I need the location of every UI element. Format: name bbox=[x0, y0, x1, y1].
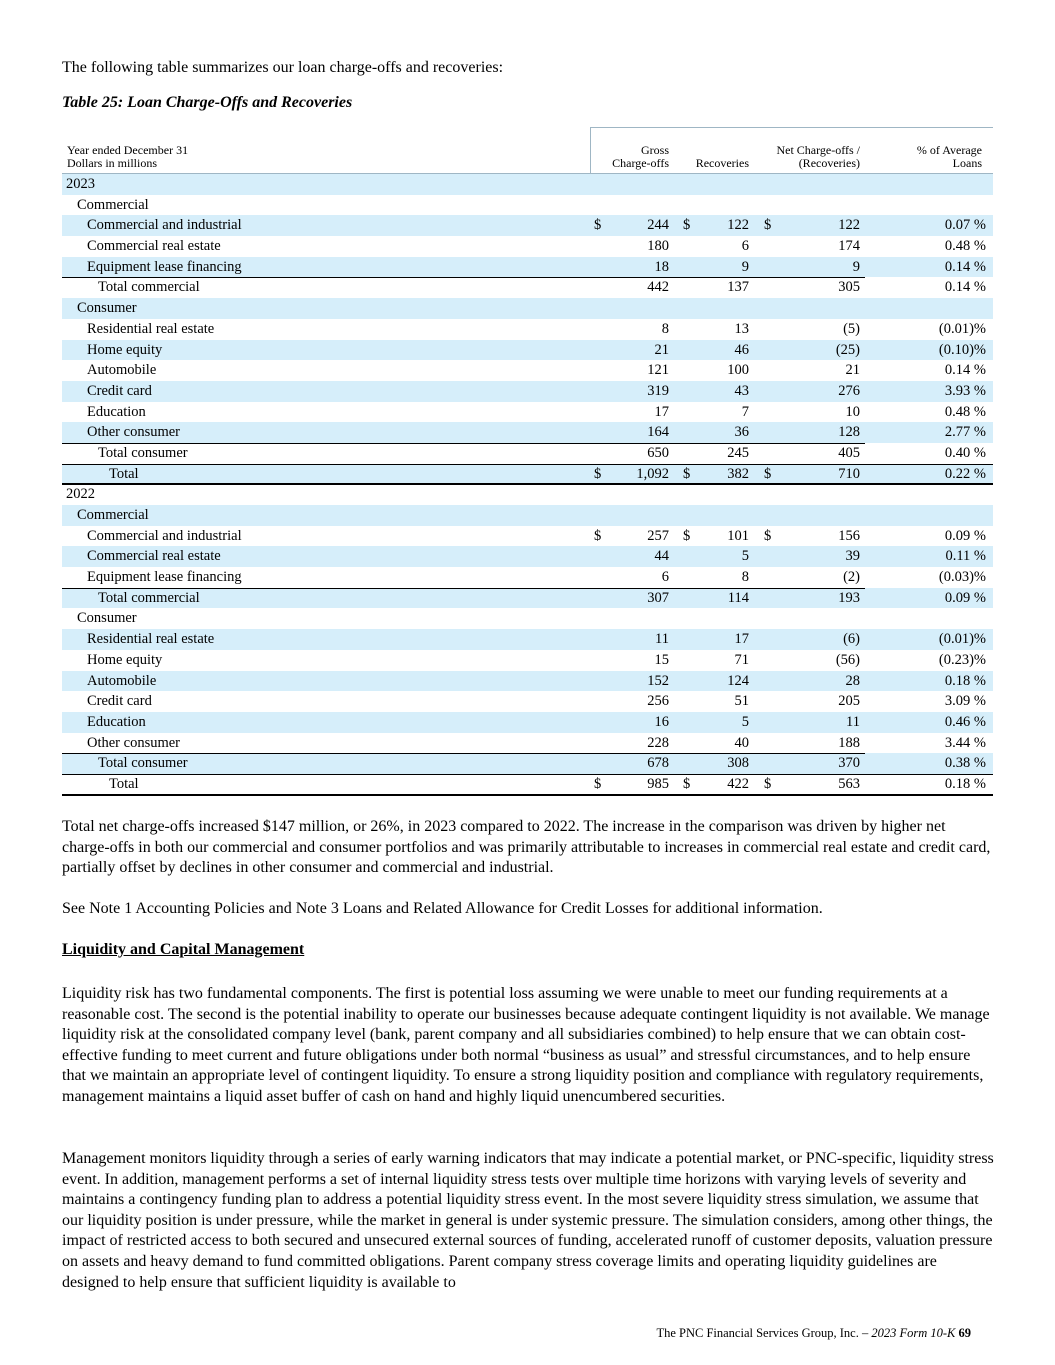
currency-symbol: $ bbox=[683, 465, 691, 482]
recoveries-value: 5 bbox=[741, 713, 749, 730]
header-top-rule bbox=[590, 127, 993, 128]
net-value: 370 bbox=[838, 755, 860, 772]
intro-text: The following table summarizes our loan charge-offs and recoveries: bbox=[62, 59, 504, 76]
table-row bbox=[62, 505, 993, 526]
paragraph-liquidity-risk: Liquidity risk has two fundamental components. The first is potential loss assuming we were unable to meet our funding requirements at a reasonable cost. The second is the potential inability to operate our businesses because adequate contingent liquidity is not available. We manage liquidity risk at the consolidated company level (bank, parent company and all subsidiaries combined) to help ensure that we can obtain cost-effective funding to meet current and future obligations under both normal “business as usual” and stressful circumstances, and to help ensure that we maintain an appropriate level of contingent liquidity. To ensure a strong liquidity position and compliance with regulatory requirements, management maintains a liquid asset buffer of cash on hand and highly liquid unencumbered securities. bbox=[62, 985, 990, 1105]
gross-value: 180 bbox=[647, 238, 669, 255]
pct-value: 0.48 % bbox=[944, 403, 986, 420]
row-label: Total commercial bbox=[98, 589, 200, 606]
pct-value: 0.48 % bbox=[944, 238, 986, 255]
pct-value: 0.18 % bbox=[944, 672, 986, 689]
pct-value: 3.44 % bbox=[944, 734, 986, 751]
header-pct: % of Average Loans bbox=[916, 143, 982, 170]
recoveries-value: 114 bbox=[727, 589, 749, 606]
net-value: 188 bbox=[838, 734, 860, 751]
pct-value: (0.10)% bbox=[938, 341, 986, 358]
table-row bbox=[62, 671, 993, 692]
table-row bbox=[62, 402, 993, 423]
table-row bbox=[62, 588, 993, 609]
recoveries-value: 8 bbox=[741, 569, 749, 586]
pct-value: 0.07 % bbox=[944, 217, 986, 234]
net-value: 122 bbox=[838, 217, 860, 234]
recoveries-value: 100 bbox=[727, 362, 749, 379]
recoveries-value: 17 bbox=[734, 631, 749, 648]
net-value: (6) bbox=[843, 631, 860, 648]
recoveries-value: 308 bbox=[727, 755, 749, 772]
gross-value: 442 bbox=[647, 279, 669, 296]
recoveries-value: 101 bbox=[727, 527, 749, 544]
gross-value: 164 bbox=[647, 424, 669, 441]
gross-value: 257 bbox=[647, 527, 669, 544]
row-label: Equipment lease financing bbox=[87, 258, 242, 275]
row-label: Education bbox=[87, 403, 146, 420]
currency-symbol: $ bbox=[764, 465, 772, 482]
row-label: Total consumer bbox=[98, 755, 188, 772]
gross-value: 228 bbox=[647, 734, 669, 751]
total-bottom-rule bbox=[62, 794, 993, 796]
currency-symbol: $ bbox=[683, 775, 691, 792]
subtotal-rule bbox=[62, 753, 865, 754]
row-label: Home equity bbox=[87, 341, 163, 358]
recoveries-value: 124 bbox=[727, 672, 749, 689]
recoveries-value: 40 bbox=[734, 734, 749, 751]
table-row bbox=[62, 546, 993, 567]
recoveries-value: 7 bbox=[741, 403, 749, 420]
row-label: Automobile bbox=[87, 672, 157, 689]
net-value: (25) bbox=[835, 341, 860, 358]
gross-value: 11 bbox=[655, 631, 669, 648]
net-value: 28 bbox=[845, 672, 860, 689]
row-label: Other consumer bbox=[87, 734, 181, 751]
currency-symbol: $ bbox=[594, 775, 602, 792]
paragraph-liquidity-monitoring: Management monitors liquidity through a series of early warning indicators that may indicate a potential market, or PNC-specific, liquidity stress event. In addition, management performs a set of internal liquidity stress tests over multiple time horizons with varying levels of severity and maintains a contingency funding plan to address a potential liquidity stress event. In the most severe liquidity stress simulation, we assume that our liquidity position is under pressure, while the market in general is under systemic pressure. The simulation considers, among other things, the impact of restricted access to both secured and unsecured external sources of funding, accelerated runoff of customer deposits, valuation pressure on assets and heavy demand to fund committed obligations. Parent company stress coverage limits and operating liquidity guidelines are designed to help ensure that sufficient liquidity is available to bbox=[62, 1150, 994, 1291]
net-value: (5) bbox=[843, 320, 860, 337]
net-value: 193 bbox=[838, 589, 860, 606]
row-label: Residential real estate bbox=[87, 631, 215, 648]
total-top-rule bbox=[62, 774, 993, 775]
row-label: Home equity bbox=[87, 651, 163, 668]
table-row bbox=[62, 629, 993, 650]
gross-value: 44 bbox=[654, 548, 669, 565]
recoveries-value: 36 bbox=[734, 424, 749, 441]
recoveries-value: 5 bbox=[741, 548, 749, 565]
net-value: (2) bbox=[843, 569, 860, 586]
table-title: Table 25: Loan Charge-Offs and Recoveries bbox=[62, 94, 353, 111]
gross-value: 18 bbox=[654, 258, 669, 275]
table-row bbox=[62, 650, 993, 671]
currency-symbol: $ bbox=[683, 527, 691, 544]
gross-value: 985 bbox=[647, 775, 669, 792]
footer-form: 2023 Form 10-K bbox=[871, 1326, 956, 1340]
row-label: Education bbox=[87, 713, 146, 730]
recoveries-value: 71 bbox=[734, 651, 749, 668]
table-row bbox=[62, 691, 993, 712]
gross-value: 152 bbox=[647, 672, 669, 689]
table-row bbox=[62, 443, 993, 464]
currency-symbol: $ bbox=[594, 465, 602, 482]
currency-symbol: $ bbox=[683, 217, 691, 234]
pct-value: 2.77 % bbox=[944, 424, 986, 441]
net-value: 405 bbox=[838, 444, 860, 461]
table-row bbox=[62, 753, 993, 774]
recoveries-value: 46 bbox=[734, 341, 749, 358]
pct-value: 3.93 % bbox=[944, 382, 986, 399]
table-row bbox=[62, 340, 993, 361]
net-value: 174 bbox=[838, 238, 860, 255]
table-row bbox=[62, 567, 993, 588]
pct-value: 0.14 % bbox=[944, 279, 986, 296]
net-value: 156 bbox=[838, 527, 860, 544]
table-header bbox=[62, 127, 993, 174]
header-gross: Gross Charge-offs bbox=[612, 143, 669, 170]
gross-value: 256 bbox=[647, 693, 669, 710]
row-label: Total commercial bbox=[98, 279, 200, 296]
gross-value: 15 bbox=[654, 651, 669, 668]
table-row bbox=[62, 298, 993, 319]
pct-value: (0.23)% bbox=[938, 651, 986, 668]
table-row bbox=[62, 319, 993, 340]
gross-value: 307 bbox=[647, 589, 669, 606]
net-value: 10 bbox=[845, 403, 860, 420]
subtotal-rule bbox=[62, 443, 865, 444]
net-value: 276 bbox=[838, 382, 860, 399]
net-value: 563 bbox=[838, 775, 860, 792]
pct-value: 0.09 % bbox=[944, 589, 986, 606]
pct-value: (0.03)% bbox=[938, 569, 986, 586]
table-row bbox=[62, 526, 993, 547]
net-value: 128 bbox=[838, 424, 860, 441]
row-label: Other consumer bbox=[87, 424, 181, 441]
row-label: Equipment lease financing bbox=[87, 569, 242, 586]
pct-value: 0.38 % bbox=[944, 755, 986, 772]
table-row bbox=[62, 257, 993, 278]
row-label: Residential real estate bbox=[87, 320, 215, 337]
table-row bbox=[62, 381, 993, 402]
row-label: Consumer bbox=[77, 300, 137, 317]
gross-value: 6 bbox=[661, 569, 669, 586]
section-heading: Liquidity and Capital Management bbox=[62, 941, 305, 958]
pct-value: 0.11 % bbox=[945, 548, 986, 565]
pct-value: 0.46 % bbox=[944, 713, 986, 730]
total-top-rule bbox=[62, 464, 993, 465]
pct-value: 0.14 % bbox=[944, 258, 986, 275]
currency-symbol: $ bbox=[594, 527, 602, 544]
table-row bbox=[62, 484, 993, 505]
row-label: Commercial real estate bbox=[87, 548, 221, 565]
gross-value: 21 bbox=[654, 341, 669, 358]
table-row bbox=[62, 236, 993, 257]
gross-value: 8 bbox=[661, 320, 669, 337]
table-row bbox=[62, 712, 993, 733]
table-row bbox=[62, 195, 993, 216]
row-label: Total consumer bbox=[98, 444, 188, 461]
table-row bbox=[62, 774, 993, 795]
page-number: 69 bbox=[958, 1326, 971, 1340]
recoveries-value: 6 bbox=[741, 238, 749, 255]
table-row bbox=[62, 215, 993, 236]
net-value: 305 bbox=[838, 279, 860, 296]
header-period: Year ended December 31 Dollars in millions bbox=[67, 143, 189, 170]
table-row bbox=[62, 608, 993, 629]
charge-offs-table bbox=[62, 127, 993, 795]
recoveries-value: 245 bbox=[727, 444, 749, 461]
recoveries-value: 382 bbox=[727, 465, 749, 482]
row-label: Commercial real estate bbox=[87, 238, 221, 255]
pct-value: (0.01)% bbox=[938, 320, 986, 337]
paragraph-see-note: See Note 1 Accounting Policies and Note 3 Loans and Related Allowance for Credit Losses for additional information. bbox=[62, 900, 823, 917]
recoveries-value: 13 bbox=[734, 320, 749, 337]
net-value: (56) bbox=[835, 651, 860, 668]
gross-value: 244 bbox=[647, 217, 669, 234]
row-label: 2023 bbox=[66, 176, 95, 192]
row-label: Automobile bbox=[87, 362, 157, 379]
row-label: Total bbox=[109, 775, 139, 792]
header-recoveries: Recoveries bbox=[695, 156, 749, 170]
row-label: 2022 bbox=[66, 486, 95, 503]
row-label: Consumer bbox=[77, 610, 137, 627]
net-value: 9 bbox=[852, 258, 860, 275]
recoveries-value: 51 bbox=[734, 693, 749, 710]
footer-company: The PNC Financial Services Group, Inc. – bbox=[656, 1326, 869, 1340]
net-value: 21 bbox=[845, 362, 860, 379]
pct-value: (0.01)% bbox=[938, 631, 986, 648]
page-footer bbox=[656, 1326, 971, 1341]
header-left-rule bbox=[590, 127, 591, 173]
row-label: Commercial bbox=[77, 196, 149, 213]
gross-value: 16 bbox=[654, 713, 669, 730]
currency-symbol: $ bbox=[764, 217, 772, 234]
row-label: Commercial and industrial bbox=[87, 217, 242, 234]
gross-value: 650 bbox=[647, 444, 669, 461]
table-row bbox=[62, 733, 993, 754]
net-value: 11 bbox=[846, 713, 860, 730]
net-value: 39 bbox=[845, 548, 860, 565]
gross-value: 17 bbox=[654, 403, 669, 420]
row-label: Commercial bbox=[77, 507, 149, 523]
row-label: Credit card bbox=[87, 382, 152, 399]
row-label: Commercial and industrial bbox=[87, 527, 242, 544]
recoveries-value: 122 bbox=[727, 217, 749, 234]
recoveries-value: 9 bbox=[741, 258, 749, 275]
currency-symbol: $ bbox=[764, 775, 772, 792]
row-label: Total bbox=[109, 465, 139, 482]
gross-value: 1,092 bbox=[636, 465, 669, 482]
table-body bbox=[62, 174, 993, 795]
pct-value: 0.40 % bbox=[944, 444, 986, 461]
net-value: 205 bbox=[838, 693, 860, 710]
recoveries-value: 43 bbox=[734, 382, 749, 399]
pct-value: 3.09 % bbox=[944, 693, 986, 710]
table-row bbox=[62, 174, 993, 195]
pct-value: 0.09 % bbox=[944, 527, 986, 544]
recoveries-value: 422 bbox=[727, 775, 749, 792]
row-label: Credit card bbox=[87, 693, 152, 710]
gross-value: 678 bbox=[647, 755, 669, 772]
currency-symbol: $ bbox=[594, 217, 602, 234]
table-row bbox=[62, 422, 993, 443]
table-row bbox=[62, 464, 993, 485]
pct-value: 0.18 % bbox=[944, 775, 986, 792]
pct-value: 0.14 % bbox=[944, 362, 986, 379]
net-value: 710 bbox=[838, 465, 860, 482]
subtotal-rule bbox=[62, 277, 865, 278]
gross-value: 121 bbox=[647, 362, 669, 379]
pct-value: 0.22 % bbox=[944, 465, 986, 482]
table-row bbox=[62, 360, 993, 381]
subtotal-rule bbox=[62, 588, 865, 589]
gross-value: 319 bbox=[647, 382, 669, 399]
paragraph-net-charge-offs: Total net charge-offs increased $147 million, or 26%, in 2023 compared to 2022. The increase in the comparison was driven by higher net charge-offs in both our commercial and consumer portfolios and was primarily attributable to increases in commercial real estate and credit card, partially offset by declines in other consumer and commercial and industrial. bbox=[62, 818, 991, 877]
header-net: Net Charge-offs / (Recoveries) bbox=[776, 143, 860, 170]
table-row bbox=[62, 277, 993, 298]
currency-symbol: $ bbox=[764, 527, 772, 544]
recoveries-value: 137 bbox=[727, 279, 749, 296]
